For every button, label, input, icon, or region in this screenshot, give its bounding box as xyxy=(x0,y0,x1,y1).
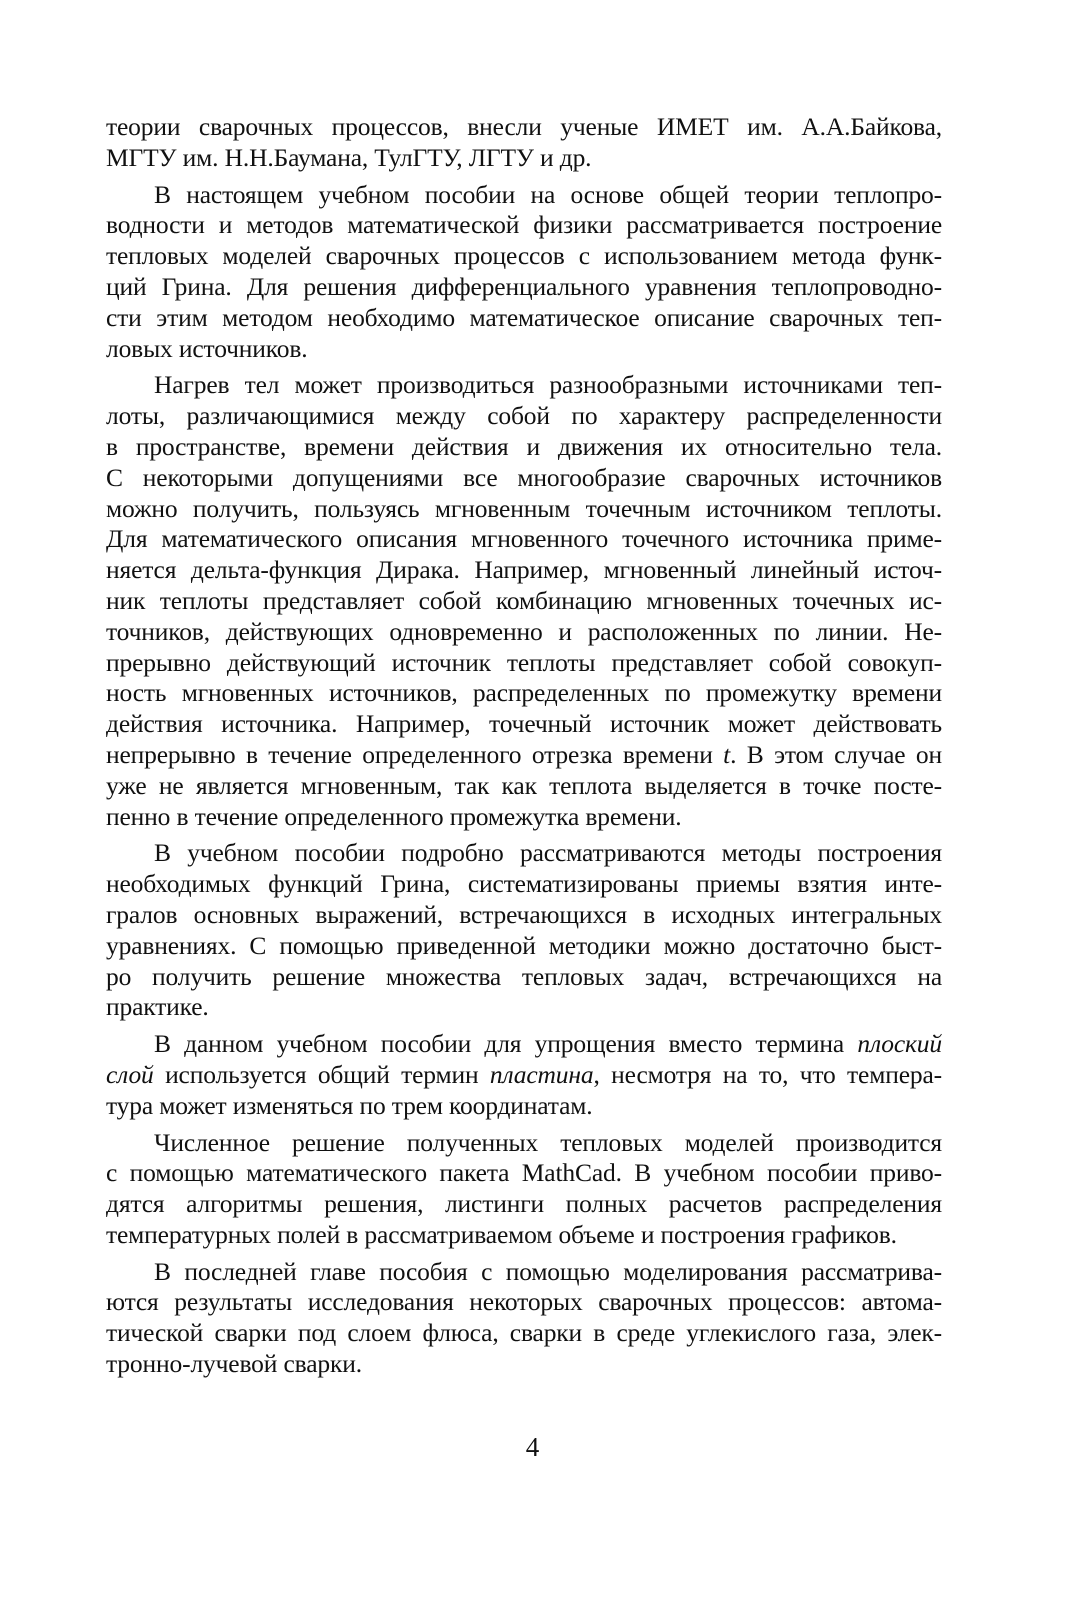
text-segment: , несмотря на то, что темпера- xyxy=(593,1059,942,1089)
text-line: МГТУ им. Н.Н.Баумана, ТулГТУ, ЛГТУ и др. xyxy=(106,142,592,172)
text-line: прерывно действующий источник теплоты представляет собой совокуп- xyxy=(106,647,942,677)
text-line: уравнениях. С помощью приведенной методики можно достаточно быст- xyxy=(106,930,942,960)
text-line: тронно-лучевой сварки. xyxy=(106,1349,362,1379)
text-line xyxy=(106,1029,942,1060)
paragraph-4 xyxy=(106,838,942,1023)
text-line: Численное решение полученных тепловых моделей производится xyxy=(154,1127,942,1157)
text-line: С некоторыми допущениями все многообразие сварочных источников xyxy=(106,462,942,492)
text-line xyxy=(106,740,942,771)
text-line: гралов основных выражений, встречающихся в исходных интегральных xyxy=(106,899,942,929)
text-line: необходимых функций Грина, систематизированы приемы взятия инте- xyxy=(106,869,942,899)
text-line: практике. xyxy=(106,992,209,1022)
text-line: ций Грина. Для решения дифференциального уравнения теплопроводно- xyxy=(106,271,942,301)
text-line: действия источника. Например, точечный источник может действовать xyxy=(106,709,942,739)
italic-term: плоский xyxy=(857,1029,942,1059)
paragraph-1 xyxy=(106,112,942,174)
page-number: 4 xyxy=(525,1432,540,1462)
text-line: ник теплоты представляет собой комбинацию мгновенных точечных ис- xyxy=(106,585,942,615)
text-line: с помощью математического пакета MathCad. В учебном пособии приво- xyxy=(106,1158,942,1188)
text-line: ность мгновенных источников, распределенных по промежутку времени xyxy=(106,678,942,708)
paragraph-6 xyxy=(106,1128,942,1251)
text-line: Для математического описания мгновенного точечного источника приме- xyxy=(106,524,942,554)
text-line: ро получить решение множества тепловых задач, встречающихся на xyxy=(106,961,942,991)
text-line: тура может изменяться по трем координатам. xyxy=(106,1090,593,1120)
italic-term: пластина xyxy=(489,1059,594,1089)
text-line: В последней главе пособия с помощью моделирования рассматрива- xyxy=(154,1256,942,1286)
text-line: дятся алгоритмы решения, листинги полных расчетов распределения xyxy=(106,1189,942,1219)
paragraph-3 xyxy=(106,370,942,832)
text-line: пенно в течение определенного промежутка времени. xyxy=(106,801,682,831)
text-line: тепловых моделей сварочных процессов с использованием метода функ- xyxy=(106,241,942,271)
text-line: В настоящем учебном пособии на основе общей теории теплопро- xyxy=(154,179,942,209)
text-line: водности и методов математической физики рассматривается построение xyxy=(106,210,942,240)
text-line: температурных полей в рассматриваемом объеме и построения графиков. xyxy=(106,1219,897,1249)
text-line: тической сварки под слоем флюса, сварки в среде углекислого газа, элек- xyxy=(106,1318,942,1348)
text-line: сти этим методом необходимо математическое описание сварочных теп- xyxy=(106,302,942,332)
paragraph-5 xyxy=(106,1029,942,1121)
text-line: няется дельта-функция Дирака. Например, мгновенный линейный источ- xyxy=(106,555,942,585)
variable-t: t xyxy=(723,739,731,769)
text-line: В учебном пособии подробно рассматриваются методы построения xyxy=(154,838,942,868)
text-segment: непрерывно в течение определенного отрезка времени xyxy=(106,739,713,769)
text-line: точников, действующих одновременно и расположенных по линии. Не- xyxy=(106,616,942,646)
paragraph-2 xyxy=(106,180,942,365)
text-line: в пространстве, времени действия и движения их относительно тела. xyxy=(106,431,942,461)
italic-term: слой xyxy=(106,1059,154,1089)
text-line: теории сварочных процессов, внесли ученые ИМЕТ им. А.А.Байкова, xyxy=(106,112,942,141)
text-line xyxy=(106,1060,942,1091)
text-segment: используется общий термин xyxy=(165,1059,479,1089)
text-segment: . В этом случае он xyxy=(730,739,942,769)
text-line: лоты, различающимися между собой по характеру распределенности xyxy=(106,401,942,431)
text-line: ются результаты исследования некоторых сварочных процессов: автома- xyxy=(106,1287,942,1317)
text-segment: В данном учебном пособии для упрощения вместо термина xyxy=(154,1029,845,1059)
text-line: уже не является мгновенным, так как теплота выделяется в точке посте- xyxy=(106,770,942,800)
body-text xyxy=(106,112,942,1380)
text-line: Нагрев тел может производиться разнообразными источниками теп- xyxy=(154,370,942,400)
text-line: ловых источников. xyxy=(106,333,308,363)
text-line: можно получить, пользуясь мгновенным точечным источником теплоты. xyxy=(106,493,942,523)
paragraph-7 xyxy=(106,1257,942,1380)
